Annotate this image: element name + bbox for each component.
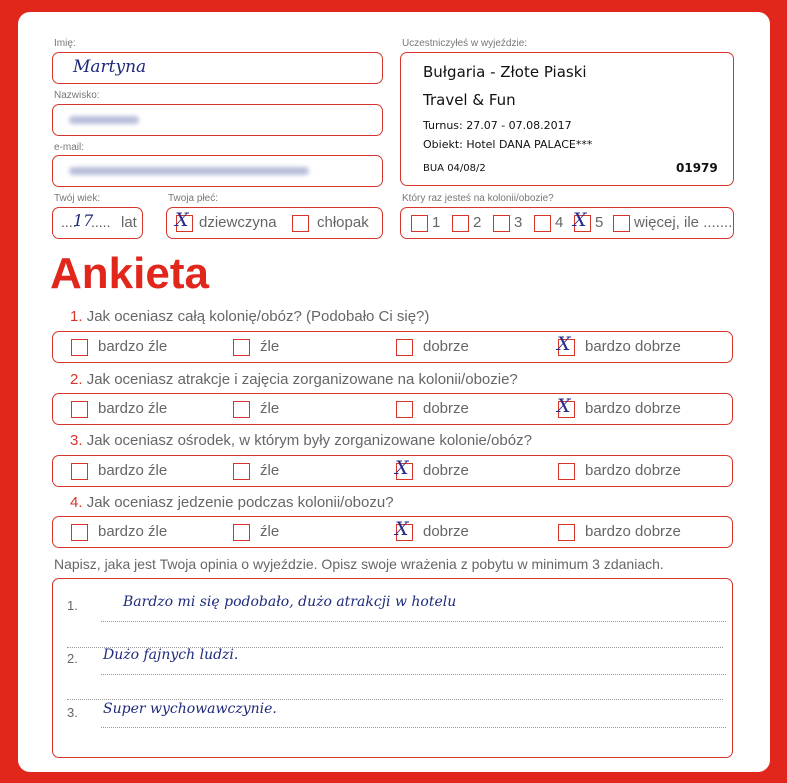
times-more-label: więcej, ile .......	[634, 214, 733, 231]
question-3-text	[70, 432, 532, 449]
question-4-text	[70, 494, 394, 511]
q1-dobrze-checkbox[interactable]	[396, 339, 413, 356]
opinion-line-2-text: Dużo fajnych ludzi.	[103, 647, 239, 663]
q1-bardzo-zle-label: bardzo źle	[98, 338, 168, 355]
times-4-checkbox[interactable]	[534, 215, 551, 232]
times-3-label: 3	[514, 214, 523, 231]
age-label: Twój wiek:	[54, 193, 101, 204]
opinion-line-2-rule	[101, 674, 726, 675]
survey-title: Ankieta	[50, 249, 209, 298]
question-4-options	[52, 516, 733, 548]
q1-bardzo-dobrze-label: bardzo dobrze	[585, 338, 681, 355]
email-redacted	[69, 167, 309, 175]
q4-dobrze-label: dobrze	[423, 523, 469, 540]
times-label: Który raz jesteś na kolonii/obozie?	[402, 193, 554, 204]
question-1-number: 1.	[70, 308, 83, 325]
q1-zle-label: źle	[260, 338, 280, 355]
q2-mark: X	[557, 395, 571, 417]
times-4-label: 4	[555, 214, 564, 231]
q4-dobrze-checkbox[interactable]	[395, 518, 413, 541]
question-3-label: Jak oceniasz ośrodek, w którym były zorganizowane kolonie/obóz?	[86, 432, 532, 449]
question-1-text	[70, 308, 429, 325]
opinion-rule-extra-2	[67, 699, 723, 700]
opinion-prompt: Napisz, jaka jest Twoja opinia o wyjeździe. Opisz swoje wrażenia z pobytu w minimum 3 zdaniach.	[54, 556, 664, 572]
q2-bardzo-dobrze-label: bardzo dobrze	[585, 400, 681, 417]
q2-dobrze-checkbox[interactable]	[396, 401, 413, 418]
opinion-box[interactable]	[52, 578, 733, 758]
opinion-line-1-number: 1.	[67, 598, 78, 613]
q2-bardzo-zle-checkbox[interactable]	[71, 401, 88, 418]
q1-mark: X	[557, 333, 571, 355]
times-5-label: 5	[595, 214, 604, 231]
opinion-line-2-number: 2.	[67, 651, 78, 666]
question-3-number: 3.	[70, 432, 83, 449]
q1-bardzo-zle-checkbox[interactable]	[71, 339, 88, 356]
gender-label: Twoja płeć:	[168, 193, 219, 204]
trip-turnus: Turnus: 27.07 - 07.08.2017	[423, 119, 572, 132]
surname-label: Nazwisko:	[54, 90, 100, 101]
question-2-text	[70, 371, 518, 388]
q4-bardzo-dobrze-label: bardzo dobrze	[585, 523, 681, 540]
gender-girl-label: dziewczyna	[199, 214, 277, 231]
q1-bardzo-dobrze-checkbox[interactable]	[557, 333, 575, 356]
q3-bardzo-dobrze-label: bardzo dobrze	[585, 462, 681, 479]
q3-dobrze-label: dobrze	[423, 462, 469, 479]
q2-bardzo-zle-label: bardzo źle	[98, 400, 168, 417]
question-3-options	[52, 455, 733, 487]
times-field	[400, 207, 734, 239]
times-2-checkbox[interactable]	[452, 215, 469, 232]
age-dots-after: .....	[91, 214, 111, 230]
age-field[interactable]	[52, 207, 143, 239]
times-1-label: 1	[432, 214, 441, 231]
q1-dobrze-label: dobrze	[423, 338, 469, 355]
question-1-options	[52, 331, 733, 363]
question-4-number: 4.	[70, 494, 83, 511]
q3-dobrze-checkbox[interactable]	[395, 457, 413, 480]
question-1-label: Jak oceniasz całą kolonię/obóz? (Podobało Ci się?)	[86, 308, 430, 325]
question-2-options	[52, 393, 733, 425]
q3-bardzo-zle-checkbox[interactable]	[71, 463, 88, 480]
opinion-line-1-rule	[101, 621, 726, 622]
times-2-label: 2	[473, 214, 482, 231]
q4-zle-checkbox[interactable]	[233, 524, 250, 541]
opinion-line-3-text: Super wychowawczynie.	[103, 701, 277, 717]
question-4-label: Jak oceniasz jedzenie podczas kolonii/obozu?	[86, 494, 394, 511]
q3-bardzo-dobrze-checkbox[interactable]	[558, 463, 575, 480]
name-value: Martyna	[73, 57, 147, 77]
q4-zle-label: źle	[260, 523, 280, 540]
surname-redacted	[69, 116, 139, 124]
age-dots-before: ....	[61, 214, 77, 230]
q4-bardzo-dobrze-checkbox[interactable]	[558, 524, 575, 541]
trip-info-box	[400, 52, 734, 186]
q3-mark: X	[395, 457, 409, 479]
q4-mark: X	[395, 518, 409, 540]
times-5-mark: X	[573, 209, 587, 231]
trip-label: Uczestniczyłeś w wyjeździe:	[402, 38, 528, 49]
name-field[interactable]	[52, 52, 383, 84]
times-more-checkbox[interactable]	[613, 215, 630, 232]
surname-field[interactable]	[52, 104, 383, 136]
q3-zle-label: źle	[260, 462, 280, 479]
q3-zle-checkbox[interactable]	[233, 463, 250, 480]
trip-code: BUA 04/08/2	[423, 163, 486, 174]
gender-boy-label: chłopak	[317, 214, 369, 231]
question-2-number: 2.	[70, 371, 83, 388]
q2-zle-label: źle	[260, 400, 280, 417]
q1-zle-checkbox[interactable]	[233, 339, 250, 356]
trip-obiekt: Obiekt: Hotel DANA PALACE***	[423, 138, 593, 151]
gender-girl-mark: X	[175, 209, 189, 231]
gender-field	[166, 207, 383, 239]
times-5-checkbox[interactable]	[573, 209, 591, 232]
opinion-line-3-rule	[101, 727, 726, 728]
gender-girl-checkbox[interactable]	[175, 209, 193, 232]
q4-bardzo-zle-label: bardzo źle	[98, 523, 168, 540]
gender-boy-checkbox[interactable]	[292, 215, 309, 232]
email-field[interactable]	[52, 155, 383, 187]
trip-organizer: Travel & Fun	[423, 91, 516, 109]
question-2-label: Jak oceniasz atrakcje i zajęcia zorganizowane na kolonii/obozie?	[86, 371, 518, 388]
name-label: Imię:	[54, 38, 76, 49]
q4-bardzo-zle-checkbox[interactable]	[71, 524, 88, 541]
age-value: 17	[73, 211, 94, 230]
q2-bardzo-dobrze-checkbox[interactable]	[557, 395, 575, 418]
opinion-line-1-text: Bardzo mi się podobało, dużo atrakcji w hotelu	[123, 594, 457, 610]
times-1-checkbox[interactable]	[411, 215, 428, 232]
email-label: e-mail:	[54, 142, 85, 153]
trip-number: 01979	[676, 161, 718, 175]
age-unit: lat	[121, 214, 137, 231]
survey-sheet	[18, 12, 770, 772]
q3-bardzo-zle-label: bardzo źle	[98, 462, 168, 479]
opinion-line-3-number: 3.	[67, 705, 78, 720]
trip-destination: Bułgaria - Złote Piaski	[423, 63, 587, 81]
q2-dobrze-label: dobrze	[423, 400, 469, 417]
times-3-checkbox[interactable]	[493, 215, 510, 232]
q2-zle-checkbox[interactable]	[233, 401, 250, 418]
